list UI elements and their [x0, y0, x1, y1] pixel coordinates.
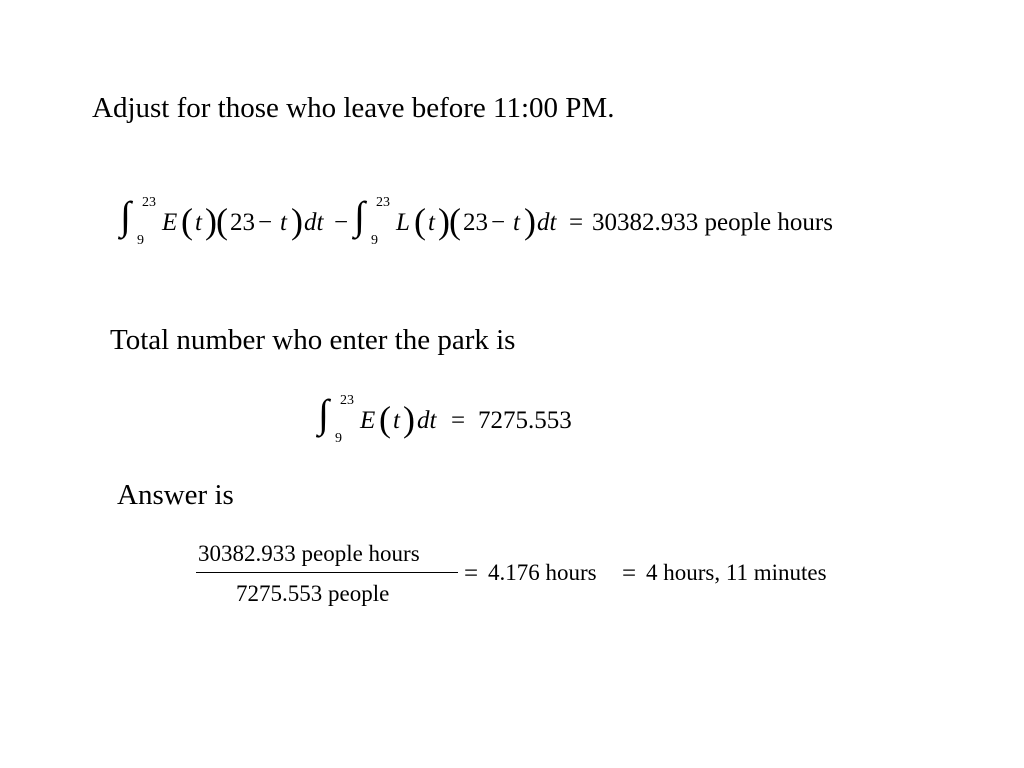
lower-limit: 9 — [335, 431, 342, 446]
upper-limit: 23 — [376, 195, 390, 210]
heading-answer: Answer is — [117, 479, 234, 511]
paren-close: ) — [205, 201, 217, 241]
upper-limit: 23 — [142, 195, 156, 210]
paren-close: ) — [438, 201, 450, 241]
minus-sign: − — [258, 209, 273, 236]
value-hours: 4.176 hours — [488, 560, 597, 585]
fraction-denominator: 7275.553 people — [236, 581, 390, 606]
paren-open: ( — [449, 201, 461, 241]
upper-limit: 23 — [340, 393, 354, 408]
final-answer: 4 hours, 11 minutes — [646, 560, 827, 585]
paren-close: ) — [291, 201, 303, 241]
paren-open: ( — [216, 201, 228, 241]
equals-sign: = — [569, 209, 584, 236]
paren-close: ) — [403, 399, 415, 439]
equals-sign: = — [451, 407, 466, 434]
paren-close: ) — [524, 201, 536, 241]
paren-open: ( — [414, 201, 426, 241]
equals-sign: = — [622, 560, 637, 587]
fraction-numerator: 30382.933 people hours — [198, 541, 420, 566]
function-e: E — [360, 407, 376, 434]
paren-open: ( — [181, 201, 193, 241]
fraction-bar — [196, 572, 458, 573]
function-l: L — [396, 209, 410, 236]
lower-limit: 9 — [371, 233, 378, 248]
differential-dt: dt — [304, 209, 324, 236]
function-e: E — [162, 209, 178, 236]
differential-dt: dt — [537, 209, 557, 236]
result-people-hours: 30382.933 people hours — [592, 209, 833, 236]
heading-adjust: Adjust for those who leave before 11:00 PM. — [92, 92, 615, 124]
variable-t: t — [195, 209, 202, 236]
variable-t: t — [428, 209, 435, 236]
variable-t: t — [280, 209, 287, 236]
result-total: 7275.553 — [478, 407, 572, 434]
lower-limit: 9 — [137, 233, 144, 248]
variable-t: t — [513, 209, 520, 236]
integral-sign: ∫ — [318, 391, 329, 436]
paren-open: ( — [379, 399, 391, 439]
integral-sign: ∫ — [120, 193, 131, 238]
constant-23: 23 — [230, 209, 255, 236]
differential-dt: dt — [417, 407, 437, 434]
heading-total: Total number who enter the park is — [110, 324, 516, 356]
minus-sign: − — [491, 209, 506, 236]
variable-t: t — [393, 407, 400, 434]
minus-sign: − — [334, 209, 349, 236]
integral-sign: ∫ — [354, 193, 365, 238]
constant-23: 23 — [463, 209, 488, 236]
equals-sign: = — [464, 560, 479, 587]
